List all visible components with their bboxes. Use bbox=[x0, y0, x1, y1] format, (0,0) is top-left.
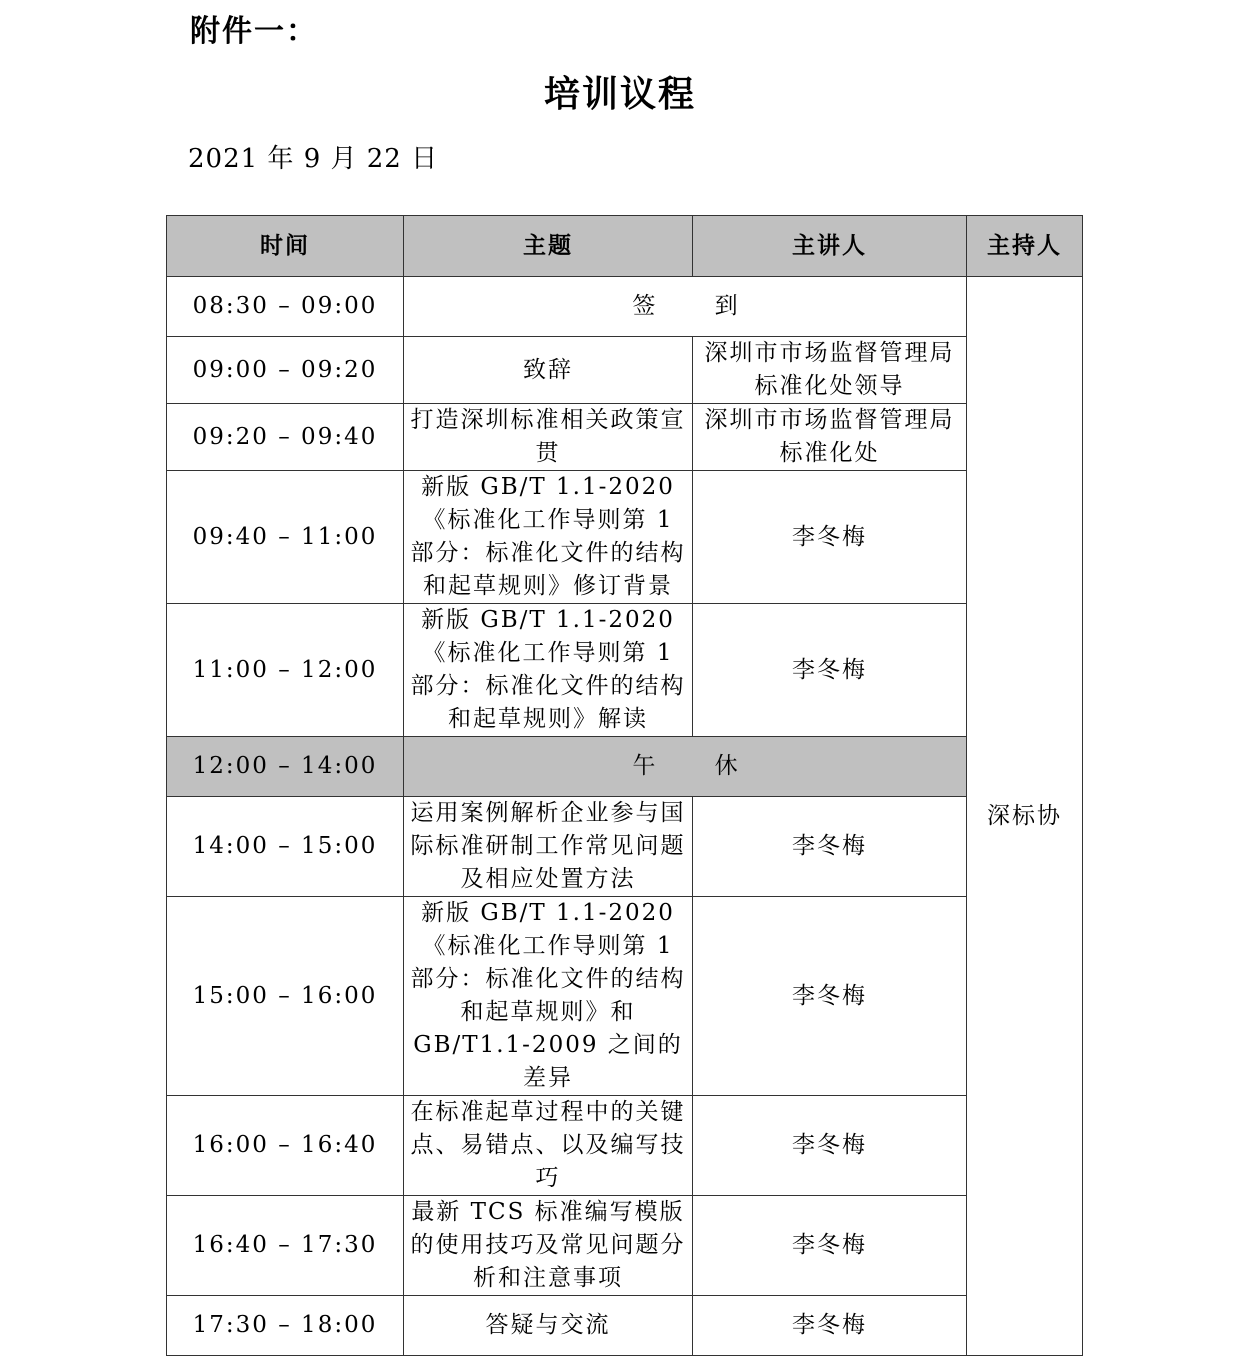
time-cell: 12:00 – 14:00 bbox=[167, 737, 404, 797]
speaker-cell: 深圳市市场监督管理局标准化处 bbox=[693, 404, 967, 471]
speaker-cell: 李冬梅 bbox=[693, 471, 967, 604]
column-header-topic: 主题 bbox=[404, 216, 693, 277]
time-cell: 16:00 – 16:40 bbox=[167, 1096, 404, 1196]
registration-cell bbox=[404, 277, 967, 337]
table-row bbox=[167, 1296, 1083, 1356]
host-cell: 深标协 bbox=[967, 277, 1083, 1356]
speaker-cell: 李冬梅 bbox=[693, 797, 967, 897]
agenda-table bbox=[166, 215, 1083, 1356]
time-cell: 08:30 – 09:00 bbox=[167, 277, 404, 337]
speaker-cell: 李冬梅 bbox=[693, 1296, 967, 1356]
table-row bbox=[167, 471, 1083, 604]
table-row bbox=[167, 277, 1083, 337]
time-cell: 09:00 – 09:20 bbox=[167, 337, 404, 404]
topic-cell: 运用案例解析企业参与国际标准研制工作常见问题及相应处置方法 bbox=[404, 797, 693, 897]
page-title: 培训议程 bbox=[543, 74, 696, 115]
table-row bbox=[167, 337, 1083, 404]
topic-cell: 打造深圳标准相关政策宣贯 bbox=[404, 404, 693, 471]
topic-cell: 新版 GB/T 1.1-2020《标准化工作导则第 1 部分：标准化文件的结构和起草规则》修订背景 bbox=[404, 471, 693, 604]
time-cell: 14:00 – 15:00 bbox=[167, 797, 404, 897]
time-cell: 09:20 – 09:40 bbox=[167, 404, 404, 471]
time-cell: 15:00 – 16:00 bbox=[167, 897, 404, 1096]
time-cell: 11:00 – 12:00 bbox=[167, 604, 404, 737]
topic-cell: 在标准起草过程中的关键点、易错点、以及编写技巧 bbox=[404, 1096, 693, 1196]
speaker-cell: 李冬梅 bbox=[693, 1096, 967, 1196]
time-cell: 16:40 – 17:30 bbox=[167, 1196, 404, 1296]
table-row bbox=[167, 737, 1083, 797]
lunch-break-cell bbox=[404, 737, 967, 797]
annex-label: 附件一： bbox=[190, 14, 318, 49]
speaker-cell: 深圳市市场监督管理局标准化处领导 bbox=[693, 337, 967, 404]
lunch-break-label: 午 休 bbox=[632, 753, 764, 779]
table-header-row bbox=[167, 216, 1083, 277]
topic-cell: 新版 GB/T 1.1-2020《标准化工作导则第 1 部分：标准化文件的结构和起草规则》解读 bbox=[404, 604, 693, 737]
table-row bbox=[167, 604, 1083, 737]
topic-cell: 新版 GB/T 1.1-2020《标准化工作导则第 1 部分：标准化文件的结构和起草规则》和 GB/T1.1-2009 之间的差异 bbox=[404, 897, 693, 1096]
topic-cell: 最新 TCS 标准编写模版的使用技巧及常见问题分析和注意事项 bbox=[404, 1196, 693, 1296]
time-cell: 17:30 – 18:00 bbox=[167, 1296, 404, 1356]
registration-label: 签 到 bbox=[632, 293, 764, 319]
topic-cell: 致辞 bbox=[404, 337, 693, 404]
column-header-time: 时间 bbox=[167, 216, 404, 277]
table-row bbox=[167, 797, 1083, 897]
speaker-cell: 李冬梅 bbox=[693, 1196, 967, 1296]
column-header-host: 主持人 bbox=[967, 216, 1083, 277]
speaker-cell: 李冬梅 bbox=[693, 897, 967, 1096]
table-row bbox=[167, 1096, 1083, 1196]
document-date: 2021 年 9 月 22 日 bbox=[188, 144, 439, 174]
table-row bbox=[167, 404, 1083, 471]
topic-cell: 答疑与交流 bbox=[404, 1296, 693, 1356]
table-row bbox=[167, 1196, 1083, 1296]
speaker-cell: 李冬梅 bbox=[693, 604, 967, 737]
table-row bbox=[167, 897, 1083, 1096]
column-header-speaker: 主讲人 bbox=[693, 216, 967, 277]
time-cell: 09:40 – 11:00 bbox=[167, 471, 404, 604]
